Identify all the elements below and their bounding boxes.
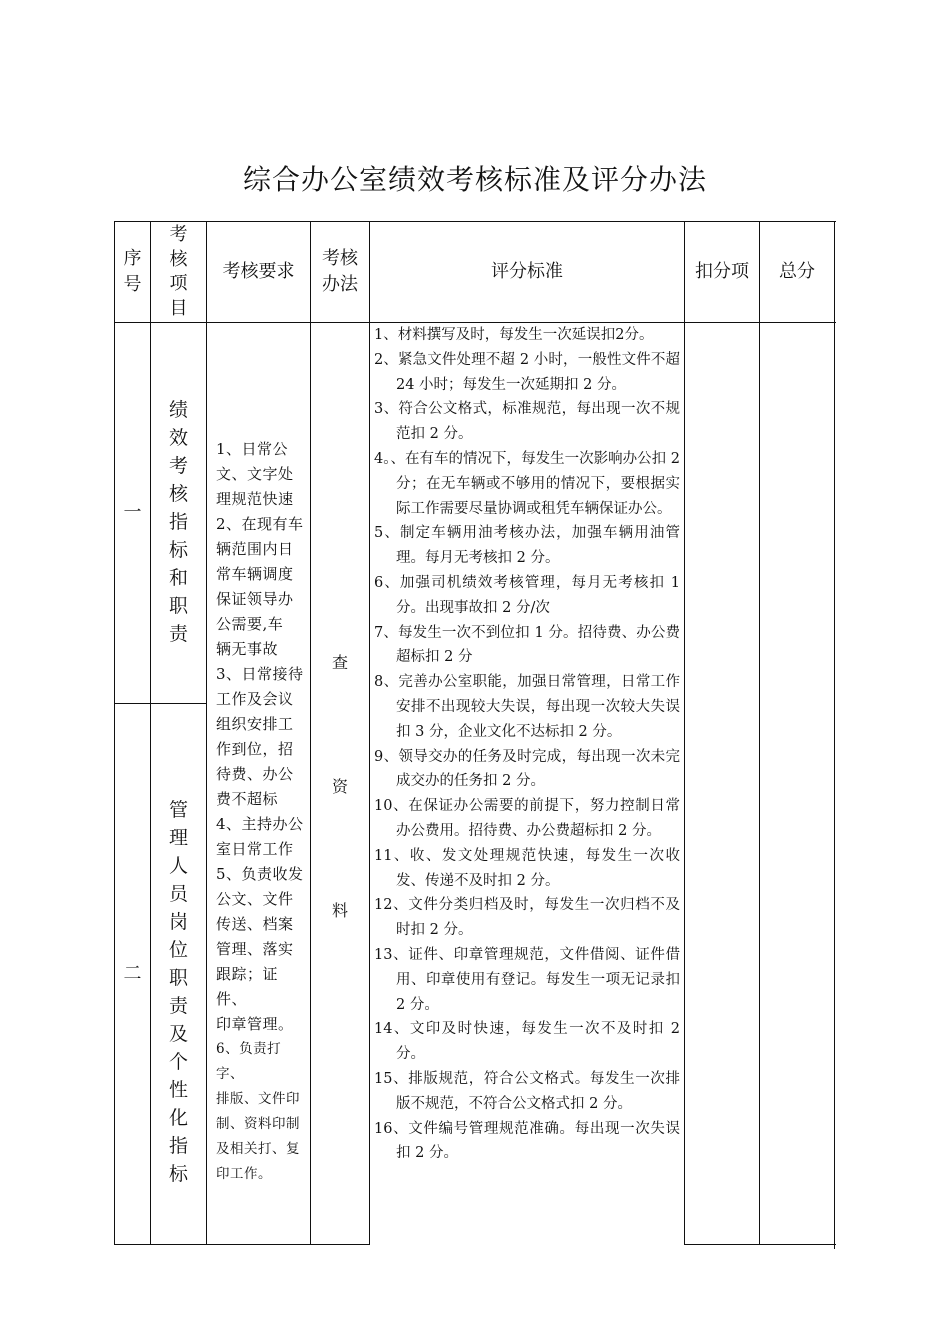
criteria-item: 1、材料撰写及时，每发生一次延误扣2分。 (374, 327, 654, 343)
criteria-item: 3、符合公文格式，标准规范，每出现一次不规范扣 2 分。 (374, 401, 680, 443)
requirement-line: 排版、文件印 (216, 1091, 300, 1107)
col-border-item (206, 221, 207, 1245)
section-item-char: 性 (168, 1079, 188, 1101)
requirement-line: 工作及会议 (216, 690, 294, 708)
section-item-1 (151, 396, 206, 645)
section-item-char: 指 (168, 511, 188, 533)
method-char: 资 (331, 777, 348, 796)
requirement-line: 公需要,车 (216, 615, 284, 633)
table-bottom-border-right (684, 1244, 836, 1245)
col-border-criteria (684, 221, 685, 1245)
header-requirement: 考核要求 (222, 261, 295, 282)
requirement-line: 2、在现有车 (216, 515, 304, 533)
requirement-line: 待费、办公 (216, 765, 294, 783)
criteria-item: 6、加强司机绩效考核管理，每月无考核扣 1 分。出现事故扣 2 分/次 (374, 574, 680, 616)
section-item-char: 岗 (168, 911, 188, 933)
header-seq-char: 号 (123, 274, 142, 295)
requirement-line: 文、文字处 (216, 465, 294, 483)
requirement-line: 跟踪；证件、 (216, 965, 279, 1008)
section-item-char: 管 (168, 799, 188, 821)
header-method (311, 222, 369, 322)
col-border-deduction (759, 221, 760, 1245)
section-item-char: 效 (168, 427, 188, 449)
section-item-2 (151, 796, 206, 1196)
section-item-char: 绩 (168, 399, 188, 421)
criteria-item: 2、紧急文件处理不超 2 小时，一般性文件不超 24 小时；每发生一次延期扣 2 分。 (374, 351, 680, 393)
criteria-item: 15、排版规范，符合公文格式。每发生一次排版不规范，不符合公文格式扣 2 分。 (374, 1070, 680, 1112)
header-total: 总分 (779, 261, 815, 282)
section-item-char: 标 (168, 1163, 188, 1185)
section-item-char: 理 (168, 827, 188, 849)
criteria-item: 16、文件编号管理规范准确。每出现一次失误扣 2 分。 (374, 1120, 680, 1162)
header-seq (115, 222, 150, 322)
section-item-char: 责 (168, 995, 188, 1017)
requirement-line: 常车辆调度 (216, 565, 294, 583)
criteria-list (374, 323, 680, 1166)
criteria-item: 11、收、发文处理规范快速，每发生一次收发、传递不及时扣 2 分。 (374, 847, 680, 889)
header-criteria: 评分标准 (491, 261, 563, 282)
header-method-line: 办法 (322, 274, 358, 295)
section-item-char: 考 (168, 455, 188, 477)
requirement-line: 保证领导办 (216, 590, 294, 608)
section-item-char: 化 (168, 1107, 188, 1129)
section-item-char: 职 (168, 595, 188, 617)
requirement-line: 及相关打、复 (216, 1141, 300, 1157)
method-char: 料 (331, 901, 348, 920)
requirement-line: 印工作。 (216, 1166, 272, 1182)
section-item-char: 和 (168, 567, 188, 589)
requirement-line: 管理、落实 (216, 940, 294, 958)
requirement-line: 作到位，招 (216, 740, 294, 758)
requirement-line: 理规范快速 (216, 490, 294, 508)
section-item-char: 个 (168, 1051, 188, 1073)
requirement-line: 费不超标 (216, 790, 279, 808)
header-item (151, 222, 206, 322)
section-item-char: 核 (168, 483, 188, 505)
page-title: 综合办公室绩效考核标准及评分办法 (242, 163, 707, 196)
requirement-line: 4、主持办公 (216, 815, 304, 833)
table-bottom-border (114, 1244, 370, 1245)
col-border-right (834, 221, 835, 1249)
requirement-line: 5、负责收发 (216, 865, 304, 883)
section-item-char: 及 (168, 1023, 188, 1045)
criteria-item: 7、每发生一次不到位扣 1 分。招待费、办公费超标扣 2 分 (374, 624, 680, 666)
section-item-char: 位 (168, 939, 188, 961)
section-item-char: 人 (168, 855, 188, 877)
criteria-item: 10、在保证办公需要的前提下，努力控制日常办公费用。招待费、办公费超标扣 2 分。 (374, 798, 680, 839)
criteria-item: 13、证件、印章管理规范，文件借阅、证件借用、印章使用有登记。每发生一项无记录扣 2 分。 (374, 946, 680, 1013)
criteria-item: 14、文印及时快速，每发生一次不及时扣 2 分。 (374, 1021, 680, 1063)
section-item-char: 员 (168, 883, 188, 905)
requirement-line: 室日常工作 (216, 840, 294, 858)
section-item-char: 职 (168, 967, 188, 989)
header-deduction: 扣分项 (695, 261, 749, 282)
section-item-char: 责 (168, 623, 188, 645)
col-border-method (369, 221, 370, 1245)
header-item-char: 考 (169, 224, 188, 245)
criteria-item: 9、领导交办的任务及时完成，每出现一次未完成交办的任务扣 2 分。 (374, 748, 680, 790)
section-item-char: 指 (168, 1135, 188, 1157)
requirement-line: 印章管理。 (216, 1015, 294, 1033)
requirement-line: 6、负责打字、 (216, 1041, 282, 1082)
method-char: 查 (331, 653, 348, 672)
criteria-item: 4。、在有车的情况下，每发生一次影响办公扣 2 分；在无车辆或不够用的情况下，要根据实际工作需要尽量协调或租凭车辆保证办公。 (374, 450, 680, 517)
header-item-char: 目 (169, 297, 188, 319)
requirement-line: 公文、文件 (216, 890, 294, 908)
requirements-text (216, 437, 308, 1187)
header-method-line: 考核 (322, 248, 358, 269)
requirement-line: 制、资料印制 (216, 1116, 300, 1132)
criteria-item: 5、制定车辆用油考核办法，加强车辆用油管理。每月无考核扣 2 分。 (374, 525, 680, 567)
requirement-line: 传送、档案 (216, 915, 294, 933)
section-seq-1: 一 (123, 502, 142, 523)
requirement-line: 1、日常公 (216, 440, 289, 458)
section-seq-2: 二 (123, 963, 142, 984)
requirement-line: 辆无事故 (216, 640, 279, 658)
requirement-line: 组织安排工 (216, 715, 294, 733)
criteria-item: 8、完善办公室职能，加强日常管理，日常工作安排不出现较大失误，每出现一次较大失误扣 3 分，企业文化不达标扣 2 分。 (374, 674, 680, 740)
criteria-item: 12、文件分类归档及时，每发生一次归档不及时扣 2 分。 (374, 897, 680, 939)
section-item-char: 标 (168, 539, 188, 561)
header-seq-char: 序 (123, 248, 142, 269)
header-item-char: 核 (169, 248, 188, 270)
requirement-line: 3、日常接待 (216, 665, 304, 683)
header-item-char: 项 (169, 273, 188, 294)
col-border-req (310, 221, 311, 1245)
requirement-line: 辆范围内日 (216, 540, 294, 558)
